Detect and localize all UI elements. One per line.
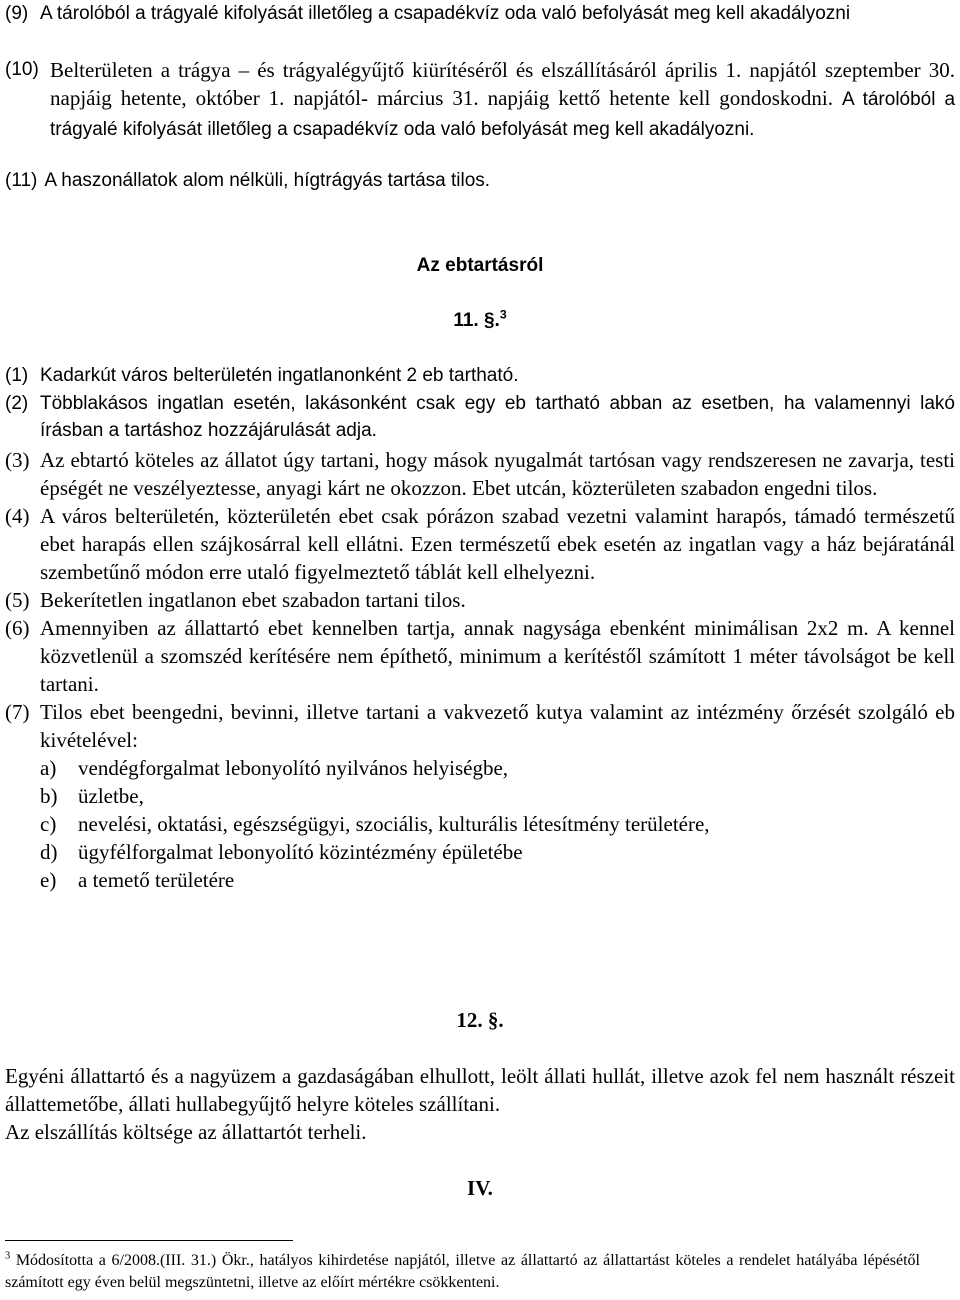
list-item-text: vendégforgalmat lebonyolító nyilvános helyiségbe, bbox=[78, 756, 509, 780]
paragraph-text: Bekerítetlen ingatlanon ebet szabadon tartani tilos. bbox=[40, 588, 466, 612]
section-12-text bbox=[5, 1062, 955, 1146]
list-item-letter: a) bbox=[40, 756, 57, 780]
footnote bbox=[5, 1250, 920, 1294]
paragraph-10 bbox=[5, 56, 955, 144]
paragraph-number: (9) bbox=[5, 3, 29, 24]
list-item bbox=[40, 838, 955, 866]
list-item bbox=[40, 754, 955, 782]
list-item-letter: e) bbox=[40, 868, 57, 892]
paragraph-number: (10) bbox=[5, 59, 39, 80]
list-item bbox=[40, 866, 955, 894]
footnote-mark: 3 bbox=[5, 1250, 11, 1262]
paragraph-text: A tárolóból a trágyalé kifolyását illetőleg a csapadékvíz oda való befolyását meg kell akadályozni bbox=[40, 3, 851, 24]
paragraph-number: (7) bbox=[5, 700, 30, 724]
exception-list bbox=[40, 754, 955, 894]
paragraph-text: A haszonállatok alom nélküli, hígtrágyás tartása tilos. bbox=[44, 170, 491, 191]
paragraph-11-3 bbox=[5, 446, 955, 502]
section-11-items-sans bbox=[5, 362, 955, 444]
footnote-text: Módosította a 6/2008.(III. 31.) Ökr., hatályos kihirdetése napjától, illetve az állattartó az állattartást köteles a rendelet hatályába lépésétől számított egy éven belül megszüntetni, illetve az előírt mértékre csökkenteni. bbox=[5, 1252, 920, 1291]
list-item-text: ügyfélforgalmat lebonyolító közintézmény épületébe bbox=[78, 840, 523, 864]
paragraph-11-2 bbox=[5, 390, 955, 444]
paragraph-11-6 bbox=[5, 614, 955, 698]
paragraph-number: (6) bbox=[5, 616, 30, 640]
paragraph-number: (4) bbox=[5, 504, 30, 528]
section-number-11 bbox=[5, 307, 955, 334]
paragraph-11-4 bbox=[5, 502, 955, 586]
footnote-divider bbox=[5, 1240, 293, 1241]
section-number: 11. §. bbox=[453, 310, 500, 331]
paragraph-text: Tilos ebet beengedni, bevinni, illetve tartani a vakvezető kutya valamint az intézmény őrzését szolgáló eb kivételével: bbox=[40, 700, 955, 752]
paragraph-text: A város belterületén, közterületén ebet csak pórázon szabad vezetni valamint harapós, támadó természetű ebet harapás ellen szájkosárral kell ellátni. Ezen természetű ebek esetén az ingatlan vagy a ház bejáratánál szembetűnő módon erre utaló figyelmeztető táblát kell elhelyezni. bbox=[40, 504, 955, 584]
chapter-number: IV. bbox=[467, 1176, 493, 1200]
paragraph-text bbox=[50, 56, 955, 144]
section-number-12: 12. §. bbox=[456, 1008, 504, 1032]
list-item bbox=[40, 782, 955, 810]
paragraph-11 bbox=[5, 167, 955, 194]
paragraph-text-part: Belterületen a trágya – és trágyalégyűjtő kiürítéséről és elszállításáról április 1. napjától szeptember 30. napjáig hetente, október 1. napjától- március 31. napjáig kettő hetente kell gondoskodni. bbox=[50, 58, 955, 110]
list-item-letter: d) bbox=[40, 840, 58, 864]
list-item-text: a temető területére bbox=[78, 868, 235, 892]
paragraph-text-part: A tárolóból a trágyalé kifolyását illetőleg a csapadékvíz oda való befolyását meg kell akadályozni. bbox=[50, 89, 956, 140]
paragraph-text: Többlakásos ingatlan esetén, lakásonként csak egy eb tartható abban az esetben, ha valamennyi lakó írásban a tartáshoz hozzájárulását adja. bbox=[40, 393, 955, 441]
section-heading: Az ebtartásról bbox=[416, 255, 544, 276]
list-item-text: nevelési, oktatási, egészségügyi, szociális, kulturális létesítmény területére, bbox=[78, 812, 710, 836]
paragraph-9 bbox=[5, 0, 955, 27]
paragraph-11-5 bbox=[5, 586, 955, 614]
paragraph-text: Az elszállítás költsége az állattartót terheli. bbox=[5, 1120, 367, 1144]
paragraph-number: (1) bbox=[5, 365, 29, 386]
list-item bbox=[40, 810, 955, 838]
paragraph-number: (2) bbox=[5, 393, 29, 414]
footnote-reference: 3 bbox=[499, 307, 507, 322]
paragraph-11-1 bbox=[5, 362, 955, 389]
list-item-text: üzletbe, bbox=[78, 784, 144, 808]
paragraph-number: (11) bbox=[5, 170, 38, 191]
paragraph-11-7 bbox=[5, 698, 955, 754]
list-item-letter: b) bbox=[40, 784, 58, 808]
paragraph-text: Amennyiben az állattartó ebet kennelben tartja, annak nagysága ebenként minimálisan 2x2 m. A kennel közvetlenül a szomszéd kerítésére nem építhető, minimum a kerítéstől számított 1 méter távolságot be kell tartani. bbox=[40, 616, 955, 696]
paragraph-text: Az ebtartó köteles az állatot úgy tartani, hogy mások nyugalmát tartósan vagy rendszeresen ne zavarja, testi épségét ne veszélyeztesse, anyagi kárt ne okozzon. Ebet utcán, közterületen szabadon engedni tilos. bbox=[40, 448, 955, 500]
list-item-letter: c) bbox=[40, 812, 57, 836]
section-11-items-serif bbox=[5, 446, 955, 894]
paragraph-text: Egyéni állattartó és a nagyüzem a gazdaságában elhullott, leölt állati hullát, illetve azok fel nem használt részeit állattemetőbe, állati hullabegyűjtő helyre köteles szállítani. bbox=[5, 1064, 955, 1116]
paragraph-number: (5) bbox=[5, 588, 30, 612]
paragraph-text: Kadarkút város belterületén ingatlanonként 2 eb tartható. bbox=[40, 365, 519, 386]
paragraph-number: (3) bbox=[5, 448, 30, 472]
